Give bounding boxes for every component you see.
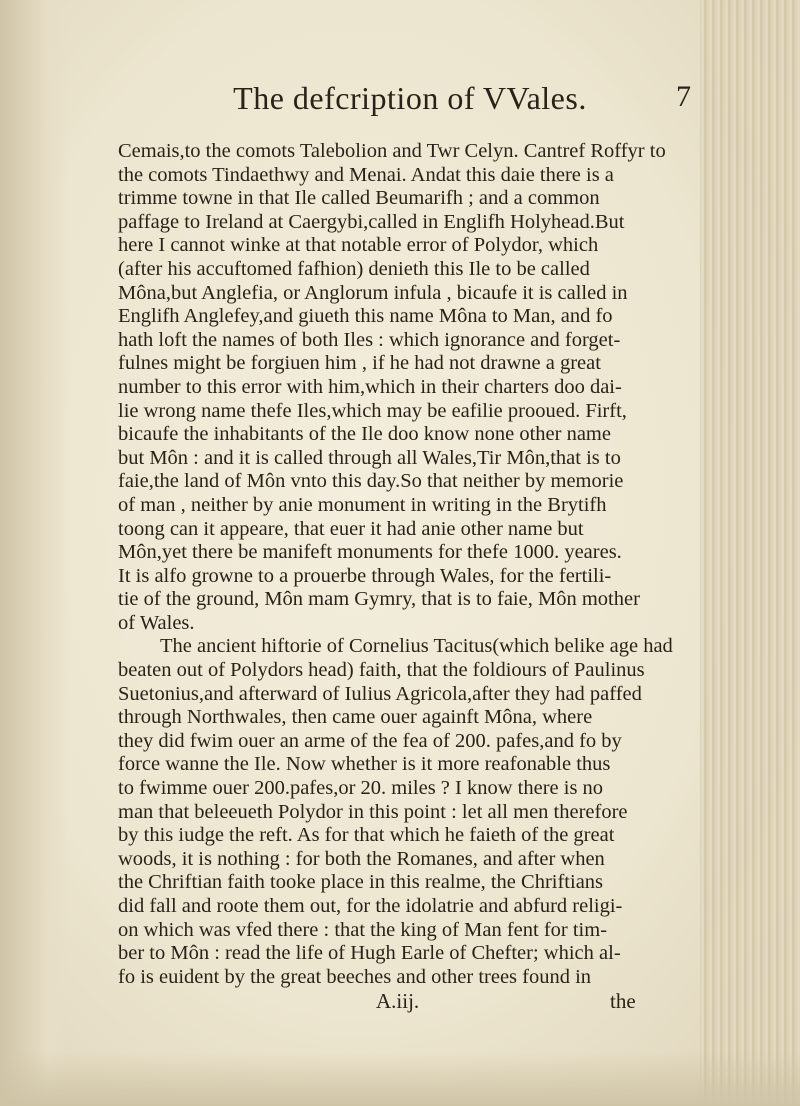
text-line: bicaufe the inhabitants of the Ile doo know none other name (118, 423, 611, 446)
body-text (118, 140, 678, 1015)
text-line: Englifh Anglefey,and giueth this name Môna to Man, and fo (118, 305, 613, 328)
text-line: did fall and roote them out, for the idolatrie and abfurd religi- (118, 895, 623, 917)
footer-line (118, 989, 678, 1015)
signature-mark: A.iij. (376, 989, 420, 1014)
text-line: man that beleeueth Polydor in this point : let all men therefore (118, 800, 628, 823)
page-number: 7 (676, 80, 691, 113)
text-line: lie wrong name thefe Iles,which may be eafilie prooued. Firft, (118, 399, 627, 422)
page-fore-edge (700, 0, 800, 1106)
text-line: hath loft the names of both Iles : which ignorance and forget- (118, 328, 621, 351)
text-line: of Wales. (118, 611, 195, 634)
text-line: ber to Môn : read the life of Hugh Earle of Chefter; which al- (118, 942, 621, 965)
text-line: tie of the ground, Môn mam Gymry, that is to faie, Môn mother (118, 588, 640, 611)
paragraph-start-line: The ancient hiftorie of Cornelius Tacitus(which belike age had (160, 635, 673, 658)
text-line: Cemais,to the comots Talebolion and Twr Celyn. Cantref Roffyr to (118, 140, 666, 162)
text-line: fo is euident by the great beeches and other trees found in (118, 965, 592, 988)
text-line: Suetonius,and afterward of Iulius Agricola,after they had paffed (118, 682, 642, 705)
text-line: number to this error with him,which in their charters doo dai- (118, 375, 622, 398)
text-line: woods, it is nothing : for both the Romanes, and after when (118, 847, 605, 870)
text-line: the comots Tindaethwy and Menai. Andat this daie there is a (118, 163, 614, 186)
text-line: trimme towne in that Ile called Beumarifh ; and a common (118, 187, 600, 210)
text-line: to fwimme ouer 200.pafes,or 20. miles ? I know there is no (118, 777, 604, 800)
text-line: toong can it appeare, that euer it had anie other name but (118, 517, 584, 540)
text-line: fulnes might be forgiuen him , if he had not drawne a great (118, 352, 601, 375)
text-line: (after his accuftomed fafhion) denieth this Ile to be called (118, 257, 590, 280)
running-head: The defcription of VVales. (233, 80, 587, 116)
text-line: they did fwim ouer an arme of the fea of 200. pafes,and fo by (118, 729, 622, 752)
text-line: faie,the land of Môn vnto this day.So that neither by memorie (118, 470, 624, 493)
catchword: the (610, 989, 636, 1014)
text-line: Môna,but Anglefia, or Anglorum infula , bicaufe it is called in (118, 281, 628, 304)
text-line: the Chriftian faith tooke place in this realme, the Chriftians (118, 871, 604, 894)
text-line: It is alfo growne to a prouerbe through Wales, for the fertili- (118, 564, 612, 587)
text-line: through Northwales, then came ouer againft Môna, where (118, 706, 593, 729)
page-gutter-shadow (0, 0, 70, 1106)
page-bottom-edge (0, 1051, 800, 1106)
text-line: force wanne the Ile. Now whether is it more reafonable thus (118, 753, 611, 776)
text-line: here I cannot winke at that notable error of Polydor, which (118, 234, 599, 257)
text-line: on which was vfed there : that the king of Man fent for tim- (118, 918, 608, 941)
text-line: paffage to Ireland at Caergybi,called in Englifh Holyhead.But (118, 210, 625, 233)
text-line: but Môn : and it is called through all Wales,Tir Môn,that is to (118, 446, 621, 469)
text-line: beaten out of Polydors head) faith, that the foldiours of Paulinus (118, 659, 645, 682)
text-line: of man , neither by anie monument in writing in the Brytifh (118, 493, 607, 516)
text-line: Môn,yet there be manifeft monuments for thefe 1000. yeares. (118, 541, 622, 564)
text-line: by this iudge the reft. As for that which he faieth of the great (118, 824, 615, 847)
